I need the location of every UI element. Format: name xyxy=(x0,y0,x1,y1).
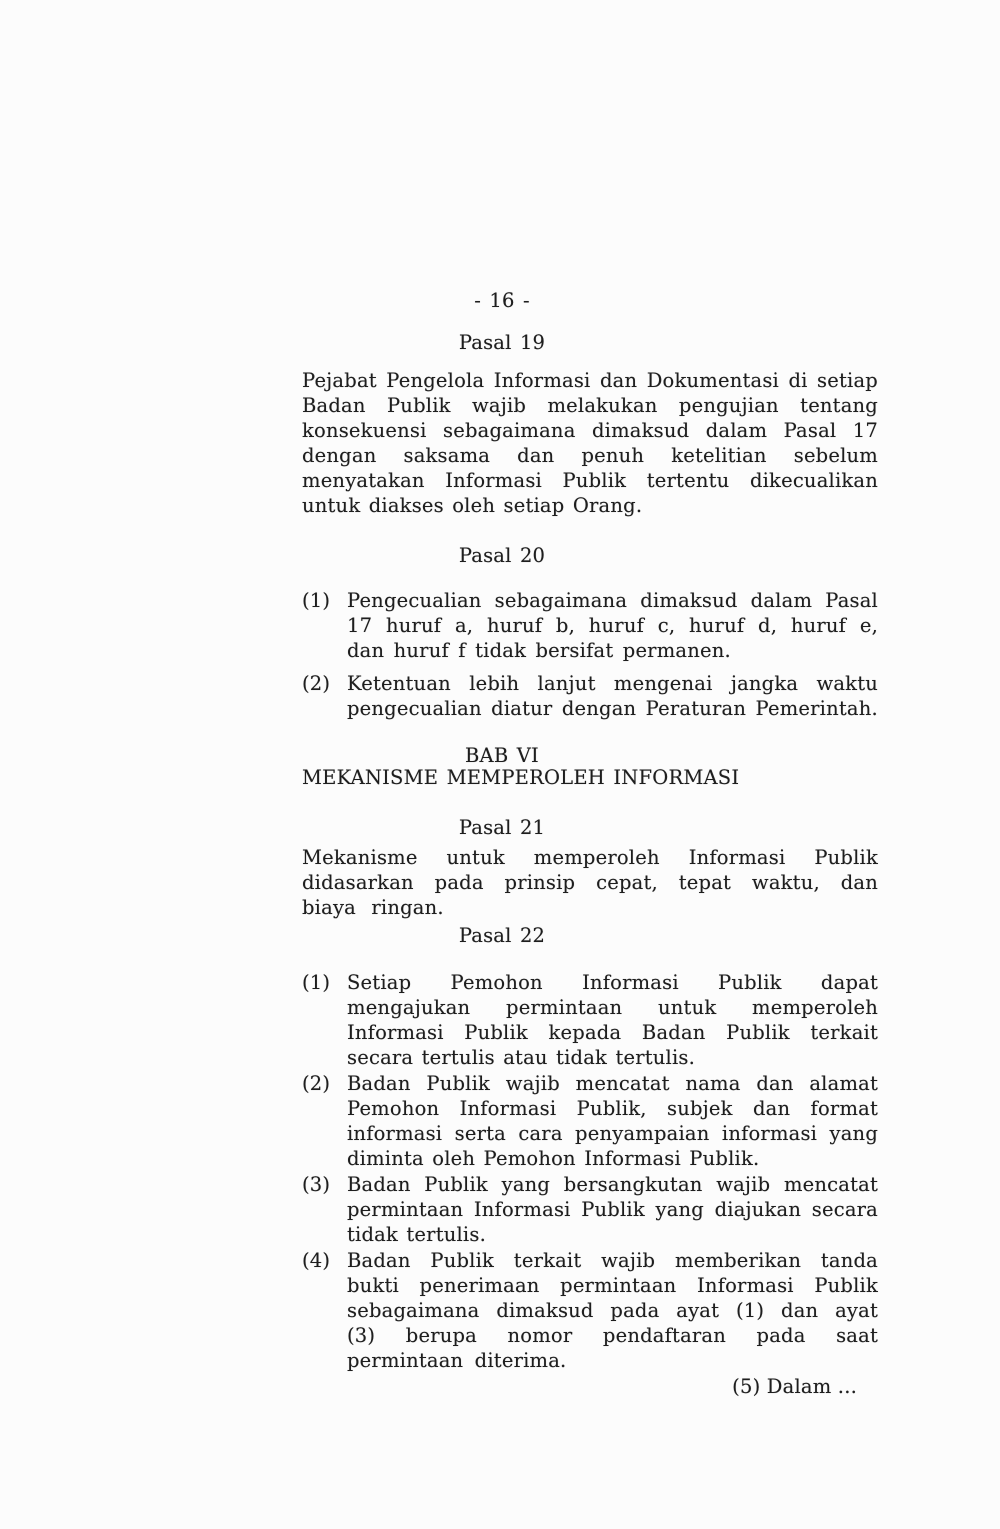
list-item xyxy=(302,671,878,721)
pasal-19-title: Pasal 19 xyxy=(458,331,546,354)
pasal-19-body: Pejabat Pengelola Informasi dan Dokumentasi di setiap Badan Publik wajib melakukan pengujian tentang konsekuensi sebagaimana dimaksud dalam Pasal 17 dengan saksama dan penuh ketelitian sebelum menyatakan Informasi Publik tertentu dikecualikan untuk diakses oleh setiap Orang. xyxy=(302,369,878,517)
list-item xyxy=(302,1071,878,1171)
page-number: - 16 - xyxy=(474,289,530,312)
list-item-number: (2) xyxy=(302,1072,331,1095)
chapter-heading xyxy=(302,744,740,789)
list-item-number: (2) xyxy=(302,672,331,695)
page-content xyxy=(302,288,878,1373)
list-item-text: Badan Publik wajib mencatat nama dan alamat Pemohon Informasi Publik, subjek dan format informasi serta cara penyampaian informasi yang diminta oleh Pemohon Informasi Publik. xyxy=(347,1072,878,1170)
list-item-number: (3) xyxy=(302,1173,331,1196)
pasal-20-list xyxy=(302,588,878,721)
list-item-text: Badan Publik terkait wajib memberikan tanda bukti penerimaan permintaan Informasi Publik sebagaimana dimaksud pada ayat (1) dan ayat (3) berupa nomor pendaftaran pada saat permintaan diterima. xyxy=(347,1249,878,1372)
list-item-text: Setiap Pemohon Informasi Publik dapat mengajukan permintaan untuk memperoleh Informasi Publik kepada Badan Publik terkait secara tertulis atau tidak tertulis. xyxy=(347,971,878,1069)
list-item-text: Badan Publik yang bersangkutan wajib mencatat permintaan Informasi Publik yang diajukan secara tidak tertulis. xyxy=(347,1173,878,1246)
pasal-22-list xyxy=(302,970,878,1373)
pasal-21-title: Pasal 21 xyxy=(458,816,546,839)
list-item-text: Ketentuan lebih lanjut mengenai jangka waktu pengecualian diatur dengan Peraturan Pemerintah. xyxy=(347,672,878,720)
list-item-number: (4) xyxy=(302,1249,331,1272)
list-item-text: Pengecualian sebagaimana dimaksud dalam Pasal 17 huruf a, huruf b, huruf c, huruf d, huruf e, dan huruf f tidak bersifat permanen. xyxy=(347,589,878,662)
list-item-number: (1) xyxy=(302,971,331,994)
list-item xyxy=(302,970,878,1070)
catchword: (5) Dalam ... xyxy=(732,1375,857,1398)
chapter-number: BAB VI xyxy=(465,744,539,767)
list-item xyxy=(302,1248,878,1373)
pasal-21-body: Mekanisme untuk memperoleh Informasi Publik didasarkan pada prinsip cepat, tepat waktu, dan biaya ringan. xyxy=(302,846,878,919)
pasal-22-title: Pasal 22 xyxy=(458,924,546,947)
list-item-number: (1) xyxy=(302,589,331,612)
pasal-20-title: Pasal 20 xyxy=(458,544,546,567)
list-item xyxy=(302,588,878,663)
chapter-title: MEKANISME MEMPEROLEH INFORMASI xyxy=(302,766,740,789)
list-item xyxy=(302,1172,878,1247)
